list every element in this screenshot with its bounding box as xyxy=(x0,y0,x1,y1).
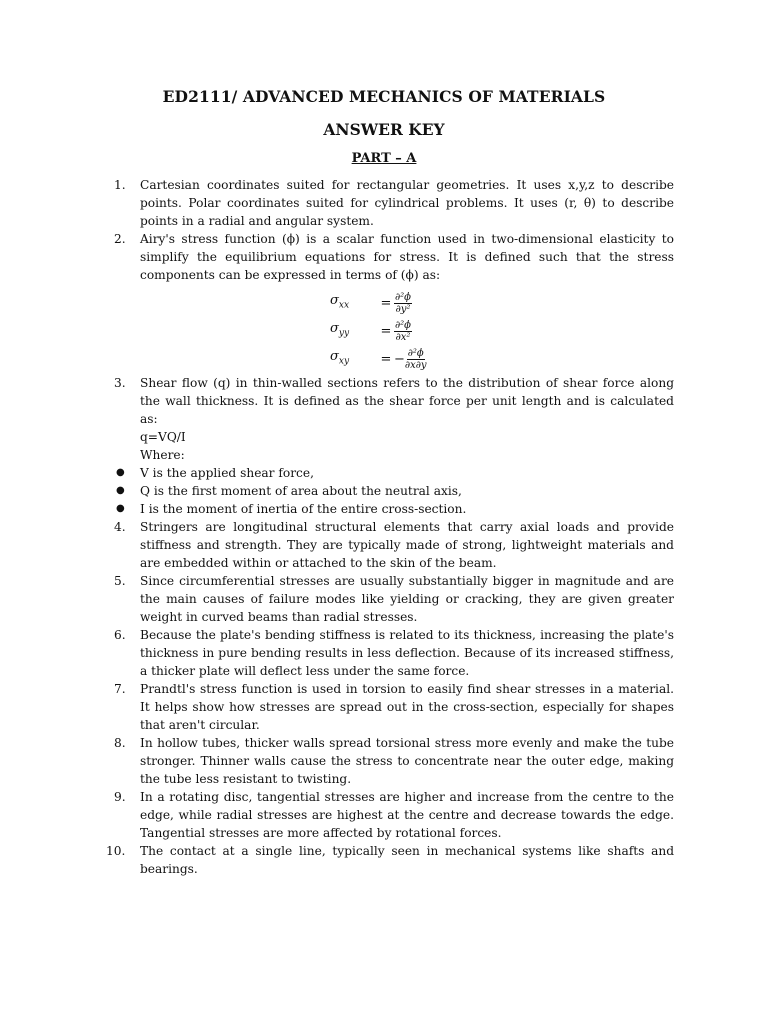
equation-sigma-xx: $\sigma_{xx}$ = $\frac{\text{∂²ϕ}}{\text{∂y²}}$ xyxy=(330,292,411,315)
item-text: Since circumferential stresses are usually substantially bigger in magnitude and are the main causes of failure modes like yielding or cracking, they are given greater weight in curved beams than radial stresses. xyxy=(140,574,674,624)
item-text: Because the plate's bending stiffness is related to its thickness, increasing the plate's thickness in pure bending results in less deflection. Because of its increased stiffness, a thicker plate will deflect less under the same force. xyxy=(140,628,674,678)
item-text: In hollow tubes, thicker walls spread torsional stress more evenly and make the tube stronger. Thinner walls cause the stress to concentrate near the outer edge, making the tube less resistant to twisting. xyxy=(140,736,674,786)
equation-sigma-yy: $\sigma_{yy}$ = $\frac{\text{∂²ϕ}}{\text{∂x²}}$ xyxy=(330,320,411,343)
item-number: 9. xyxy=(114,790,126,804)
answer-item-3 xyxy=(106,374,674,428)
equation-sigma-xy: $\sigma_{xy}$ = − $\frac{\text{∂²ϕ}}{\partial x\partial y}$ xyxy=(330,348,427,371)
answer-item-7 xyxy=(106,680,674,734)
answer-item-1 xyxy=(106,176,674,230)
item-text: Airy's stress function (ϕ) is a scalar function used in two-dimensional elasticity to simplify the equilibrium equations for stress. It is defined such that the stress components can be expressed in terms of (ϕ) as: xyxy=(140,232,674,282)
fraction: $\frac{\text{∂²ϕ}}{\text{∂y²}}$ xyxy=(395,292,411,315)
item-number: 10. xyxy=(106,844,126,858)
bullet-icon: ● xyxy=(116,485,125,496)
answer-item-4 xyxy=(106,518,674,572)
where-label: Where: xyxy=(140,448,185,462)
item-number: 7. xyxy=(114,682,126,696)
answer-item-8 xyxy=(106,734,674,788)
item-number: 4. xyxy=(114,520,126,534)
bullet-icon: ● xyxy=(116,503,125,514)
answer-item-2 xyxy=(106,230,674,284)
bullet-icon: ● xyxy=(116,467,125,478)
answer-item-6 xyxy=(106,626,674,680)
item-text: Cartesian coordinates suited for rectangular geometries. It uses x,y,z to describe points. Polar coordinates suited for cylindrical problems. It uses (r, θ) to describe points in a radial and angular system. xyxy=(140,178,674,228)
item-text: Shear flow (q) in thin-walled sections refers to the distribution of shear force along the wall thickness. It is defined as the shear force per unit length and is calculated as: xyxy=(140,376,674,426)
item-text: In a rotating disc, tangential stresses are higher and increase from the centre to the edge, while radial stresses are highest at the centre and decrease towards the edge. Tangential stresses are more affected by rotational forces. xyxy=(140,790,674,840)
item-number: 3. xyxy=(114,376,126,390)
answer-item-9 xyxy=(106,788,674,842)
item-number: 2. xyxy=(114,232,126,246)
airy-equations xyxy=(106,286,674,374)
document-title: ED2111/ ADVANCED MECHANICS OF MATERIALS xyxy=(162,87,606,106)
item-text: The contact at a single line, typically seen in mechanical systems like shafts and bearings. xyxy=(140,844,674,876)
fraction: $\frac{\text{∂²ϕ}}{\text{∂x²}}$ xyxy=(395,320,411,343)
item-text: Prandtl's stress function is used in torsion to easily find shear stresses in a material. It helps show how stresses are spread out in the cross-section, especially for shapes that aren't circular. xyxy=(140,682,674,732)
item-number: 5. xyxy=(114,574,126,588)
bullet-item: ● I is the moment of inertia of the entire cross-section. xyxy=(116,502,467,516)
item-text: Stringers are longitudinal structural elements that carry axial loads and provide stiffness and strength. They are typically made of strong, lightweight materials and are embedded within or attached to the skin of the beam. xyxy=(140,520,674,570)
answer-item-5 xyxy=(106,572,674,626)
shear-flow-formula: q=VQ/I xyxy=(140,430,186,444)
item-number: 1. xyxy=(114,178,126,192)
bullet-item: ● V is the applied shear force, xyxy=(116,466,314,480)
item-number: 6. xyxy=(114,628,126,642)
answer-item-10 xyxy=(106,842,674,878)
bullet-item: ● Q is the first moment of area about the neutral axis, xyxy=(116,484,462,498)
part-heading: PART – A xyxy=(351,151,417,166)
item-number: 8. xyxy=(114,736,126,750)
document-subtitle: ANSWER KEY xyxy=(323,120,445,139)
answer-list xyxy=(106,176,674,878)
fraction: $\frac{\text{∂²ϕ}}{\partial x\partial y}$ xyxy=(404,348,427,371)
